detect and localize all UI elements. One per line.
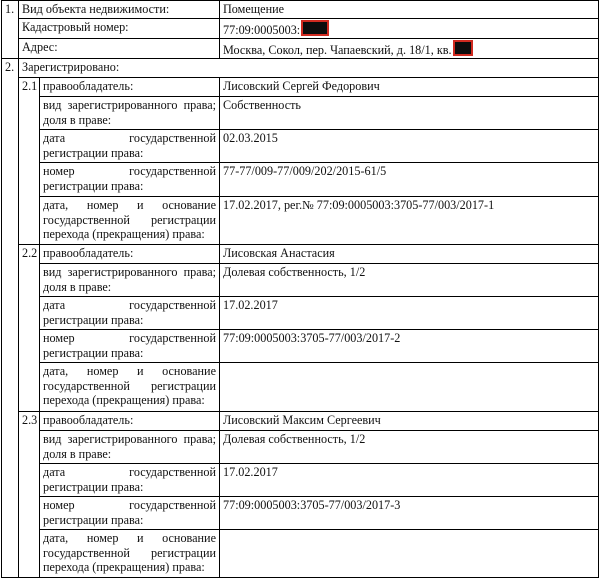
cadastral-number-cell [220, 19, 599, 39]
holder-row [2, 244, 599, 263]
registration-date-row [2, 463, 599, 496]
object-type-value: Помещение [220, 1, 599, 19]
registration-date-label: дата государственной регистрации права: [40, 463, 220, 496]
termination-value: 17.02.2017, рег.№ 77:09:0005003:3705-77/003/2017-1 [220, 196, 599, 244]
registration-date-row [2, 129, 599, 162]
right-type-row [2, 263, 599, 296]
address-cell [220, 38, 599, 58]
termination-label: дата, номер и основание государственной регистрации перехода (прекращения) права: [40, 196, 220, 244]
address-label: Адрес: [19, 38, 220, 58]
section-number-2: 2. [2, 58, 19, 577]
holder-label: правообладатель: [40, 411, 220, 430]
section-number-1: 1. [2, 1, 19, 59]
registration-date-value: 17.02.2017 [220, 463, 599, 496]
registration-number-label: номер государственной регистрации права: [40, 496, 220, 529]
right-type-row [2, 430, 599, 463]
holder-number: 2.1 [19, 77, 40, 244]
address-value: Москва, Сокол, пер. Чапаевский, д. 18/1, кв. [223, 42, 452, 57]
redaction-mark [453, 40, 473, 56]
registration-date-label: дата государственной регистрации права: [40, 129, 220, 162]
row-object-type [2, 1, 599, 19]
holder-number: 2.2 [19, 244, 40, 411]
termination-value [220, 529, 599, 577]
registration-number-row [2, 162, 599, 196]
holder-row [2, 77, 599, 96]
right-type-value: Долевая собственность, 1/2 [220, 263, 599, 296]
right-type-value: Собственность [220, 96, 599, 129]
registration-date-value: 17.02.2017 [220, 296, 599, 329]
termination-row [2, 362, 599, 411]
registration-date-label: дата государственной регистрации права: [40, 296, 220, 329]
termination-row [2, 196, 599, 244]
holder-name: Лисовский Максим Сергеевич [220, 411, 599, 430]
right-type-value: Долевая собственность, 1/2 [220, 430, 599, 463]
redaction-mark [301, 20, 329, 36]
termination-label: дата, номер и основание государственной регистрации перехода (прекращения) права: [40, 529, 220, 577]
registration-date-row [2, 296, 599, 329]
object-type-label: Вид объекта недвижимости: [19, 1, 220, 19]
registration-number-label: номер государственной регистрации права: [40, 162, 220, 196]
cadastral-number-label: Кадастровый номер: [19, 19, 220, 39]
registration-number-value: 77-77/009-77/009/202/2015-61/5 [220, 162, 599, 196]
termination-value [220, 362, 599, 411]
right-type-label: вид зарегистрированного права; доля в праве: [40, 96, 220, 129]
registration-date-value: 02.03.2015 [220, 129, 599, 162]
holder-label: правообладатель: [40, 77, 220, 96]
egrn-extract-table [1, 0, 599, 578]
row-cadastral-number [2, 19, 599, 39]
termination-label: дата, номер и основание государственной регистрации перехода (прекращения) права: [40, 362, 220, 411]
holder-name: Лисовский Сергей Федорович [220, 77, 599, 96]
holder-row [2, 411, 599, 430]
registration-number-value: 77:09:0005003:3705-77/003/2017-3 [220, 496, 599, 529]
registration-number-row [2, 496, 599, 529]
holder-name: Лисовская Анастасия [220, 244, 599, 263]
holder-number: 2.3 [19, 411, 40, 577]
registration-number-row [2, 329, 599, 362]
cadastral-number-value: 77:09:0005003: [223, 23, 301, 37]
holder-label: правообладатель: [40, 244, 220, 263]
registered-label: Зарегистрировано: [19, 58, 599, 77]
right-type-label: вид зарегистрированного права; доля в праве: [40, 263, 220, 296]
row-address [2, 38, 599, 58]
right-type-label: вид зарегистрированного права; доля в праве: [40, 430, 220, 463]
registration-number-value: 77:09:0005003:3705-77/003/2017-2 [220, 329, 599, 362]
right-type-row [2, 96, 599, 129]
registration-number-label: номер государственной регистрации права: [40, 329, 220, 362]
row-registered [2, 58, 599, 77]
termination-row [2, 529, 599, 577]
